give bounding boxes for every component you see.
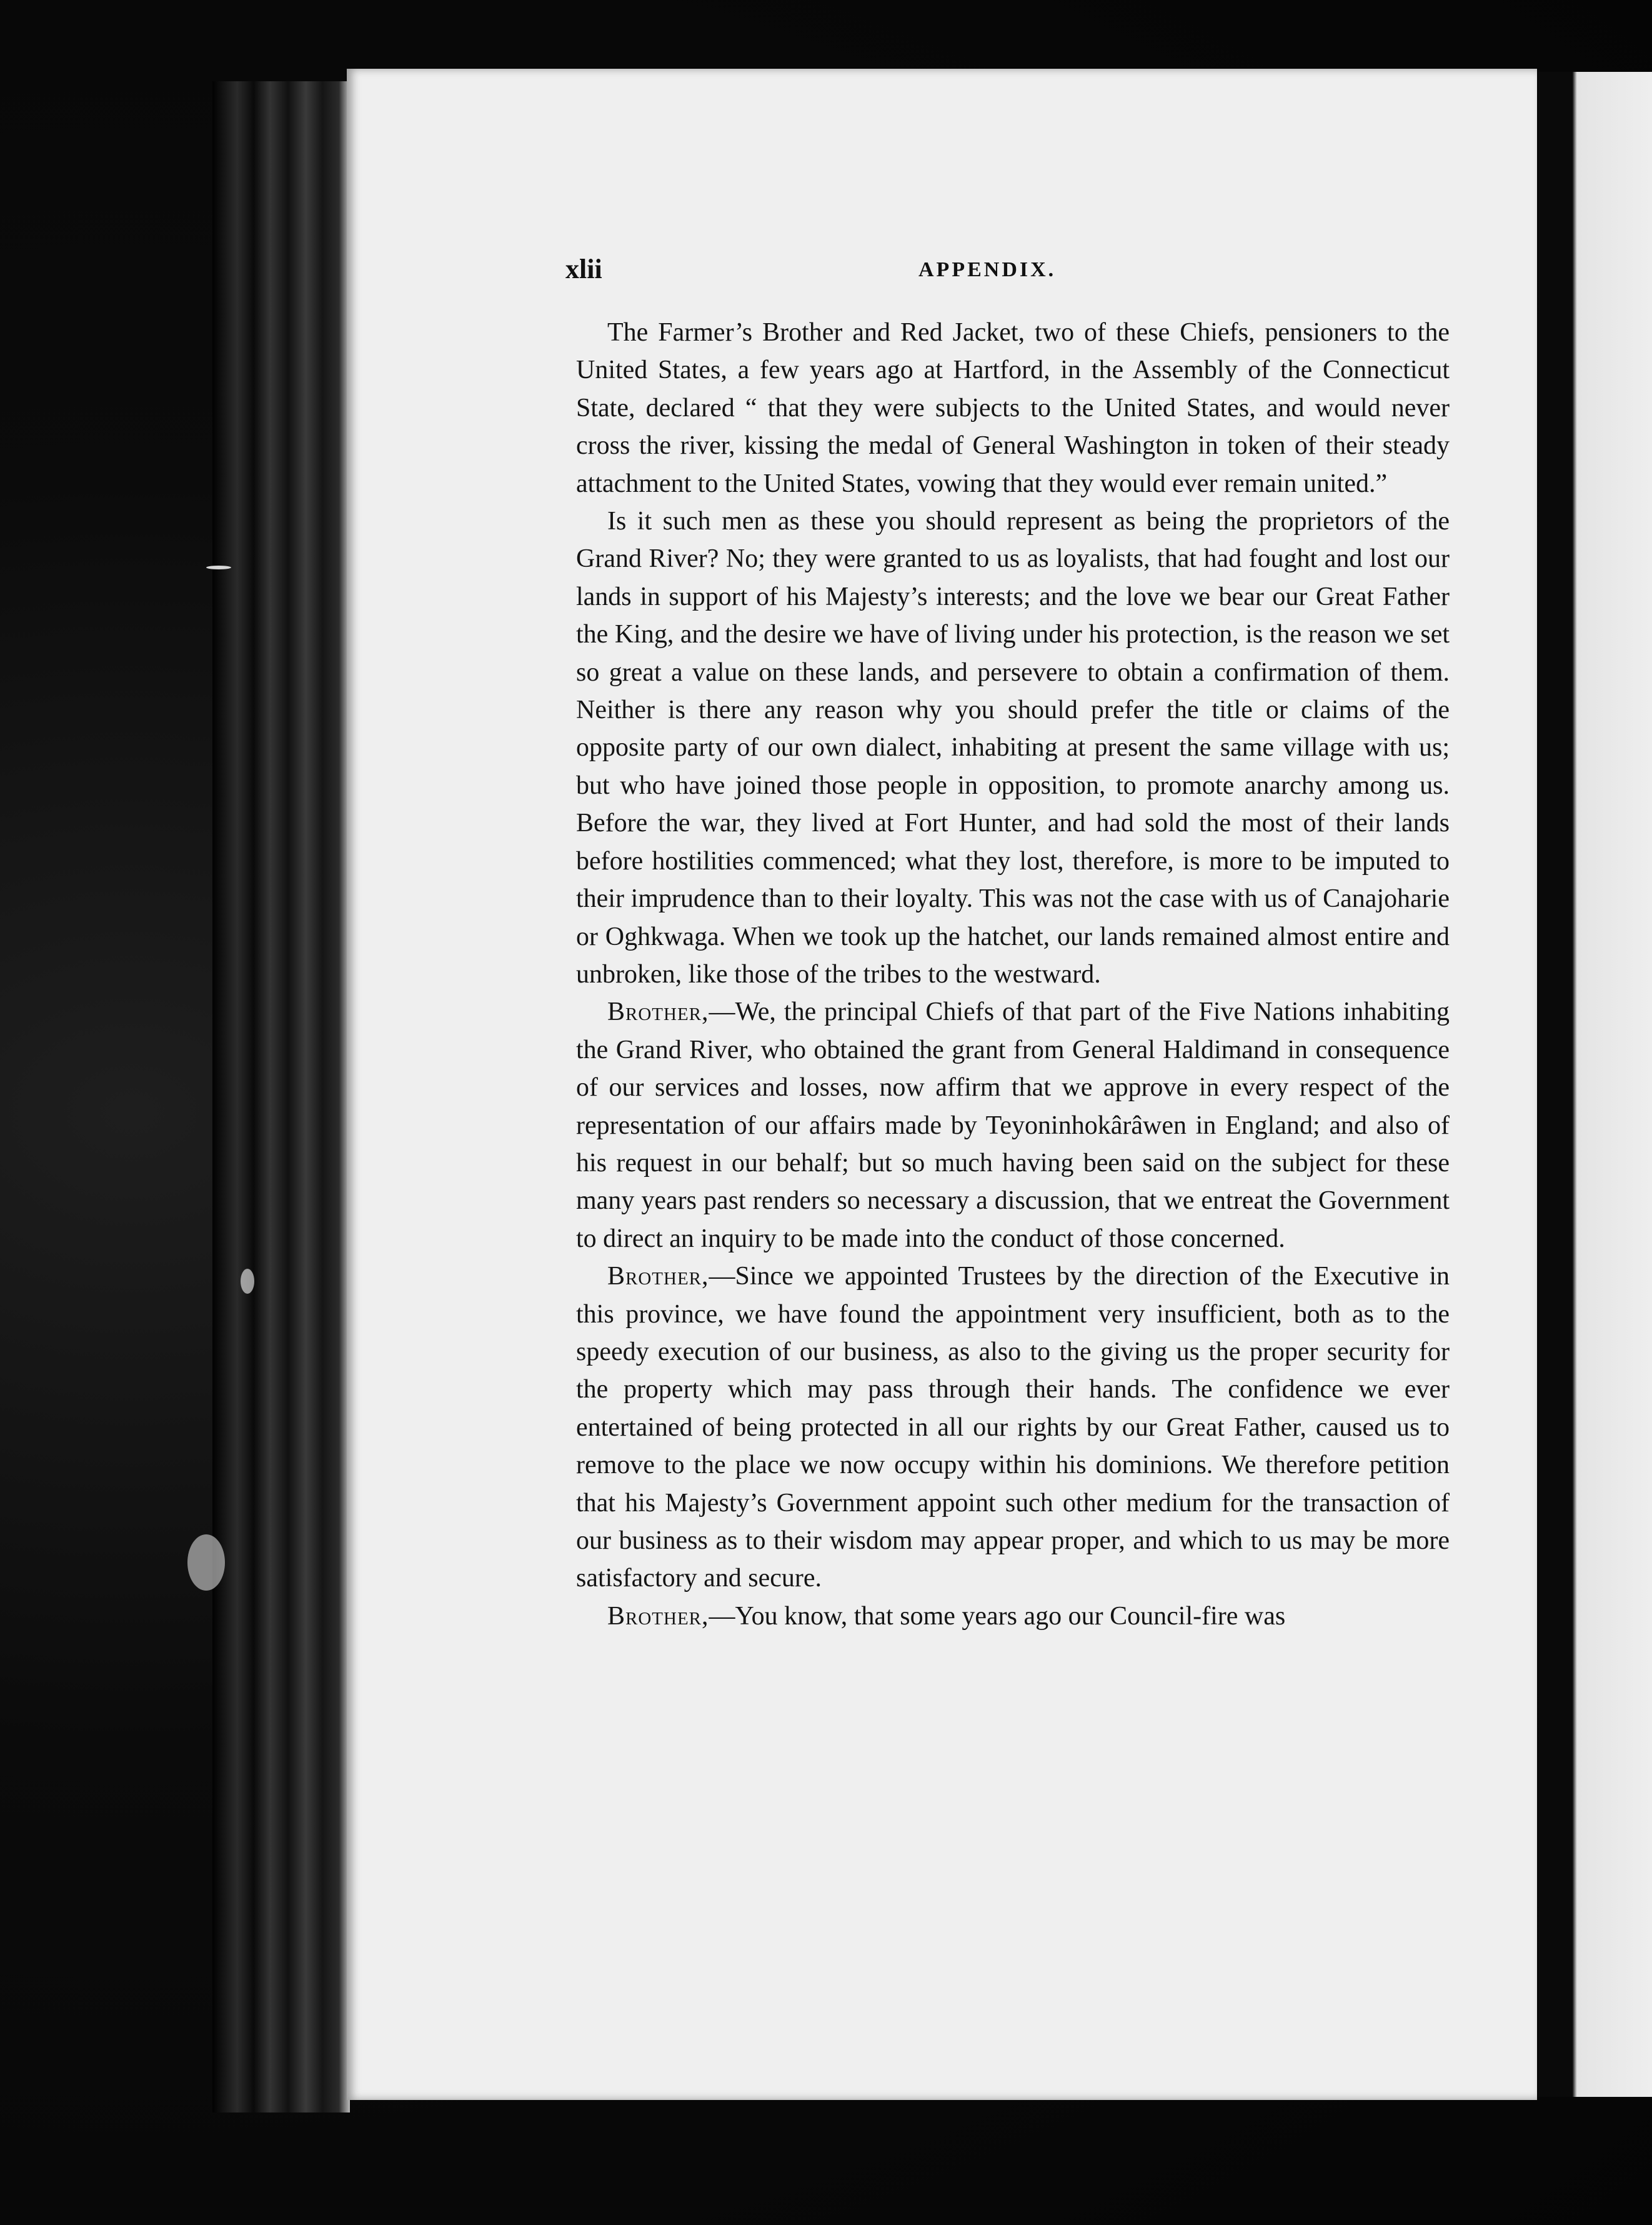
scan-speck xyxy=(241,1269,254,1294)
body-text xyxy=(576,314,1450,1635)
page-number: xlii xyxy=(565,254,602,284)
paragraph-text: The Farmer’s Brother and Red Jacket, two of these Chiefs, pensioners to the United States, a few years ago at Hartford, in the Assembly of the Connecticut State, declared “ that they were subjects to the United States, and would never cross the river, kissing the medal of General Washington in token of their steady attachment to the United States, vowing that they would ever remain united.” xyxy=(576,318,1450,498)
paragraph xyxy=(576,314,1450,502)
paragraph-text: —Since we appointed Trustees by the direction of the Executive in this province, we have found the appointment very insufficient, both as to the speedy execution of our business, as also to the giving us the proper security for the property which may pass through their hands. The confidence we ever entertained of being protected in all our rights by our Great Father, caused us to remove to the place we now occupy within his dominions. We therefore petition that his Majesty’s Government appoint such other medium for the transaction of our business as to their wisdom may appear proper, and which to us may be more satisfactory and secure. xyxy=(576,1262,1450,1593)
running-head xyxy=(565,253,1453,297)
paragraph-text: Is it such men as these you should represent as being the proprietors of the Grand River? No; they were granted to us as loyalists, that had fought and lost our lands in support of his Majesty’s interests; and the love we bear our Great Father the King, and the desire we have of living under his protection, is the reason we set so great a value on these lands, and persevere to obtain a confirmation of them. Neither is there any reason why you should prefer the title or claims of the opposite party of our own dialect, inhabiting at present the same village with us; but who have joined those people in opposition, to promote anarchy among us. Before the war, they lived at Fort Hunter, and had sold the most of their lands before hostilities commenced; what they lost, therefore, is more to be imputed to their imprudence than to their loyalty. This was not the case with us of Canajoharie or Oghkwaga. When we took up the hatchet, our lands remained almost entire and unbroken, like those of the tribes to the westward. xyxy=(576,507,1450,989)
section-title: APPENDIX. xyxy=(918,258,1057,281)
paragraph xyxy=(576,502,1450,993)
paragraph-text: —We, the principal Chiefs of that part of the Five Nations inhabiting the Grand River, who obtained the grant from General Haldimand in consequence of our services and losses, now affirm that we approve in every respect of the representation of our affairs made by Teyoninhokârâwen in England; and also of his request in our behalf; but so much having been said on the subject for these many years past renders so necessary a discussion, that we entreat the Government to direct an inquiry to be made into the conduct of those concerned. xyxy=(576,998,1450,1253)
scan-speck xyxy=(206,566,231,569)
paragraph-text: —You know, that some years ago our Council-fire was xyxy=(709,1601,1286,1631)
scan-speck xyxy=(187,1534,225,1591)
paragraph-lead: Brother, xyxy=(607,998,709,1027)
paragraph-lead: Brother, xyxy=(607,1262,709,1291)
adjacent-page-edge xyxy=(1538,72,1652,2097)
paragraph xyxy=(576,1258,1450,1598)
book-spine-edge xyxy=(212,81,350,2112)
paragraph xyxy=(576,1598,1450,1635)
paragraph xyxy=(576,993,1450,1258)
paragraph-lead: Brother, xyxy=(607,1601,709,1631)
